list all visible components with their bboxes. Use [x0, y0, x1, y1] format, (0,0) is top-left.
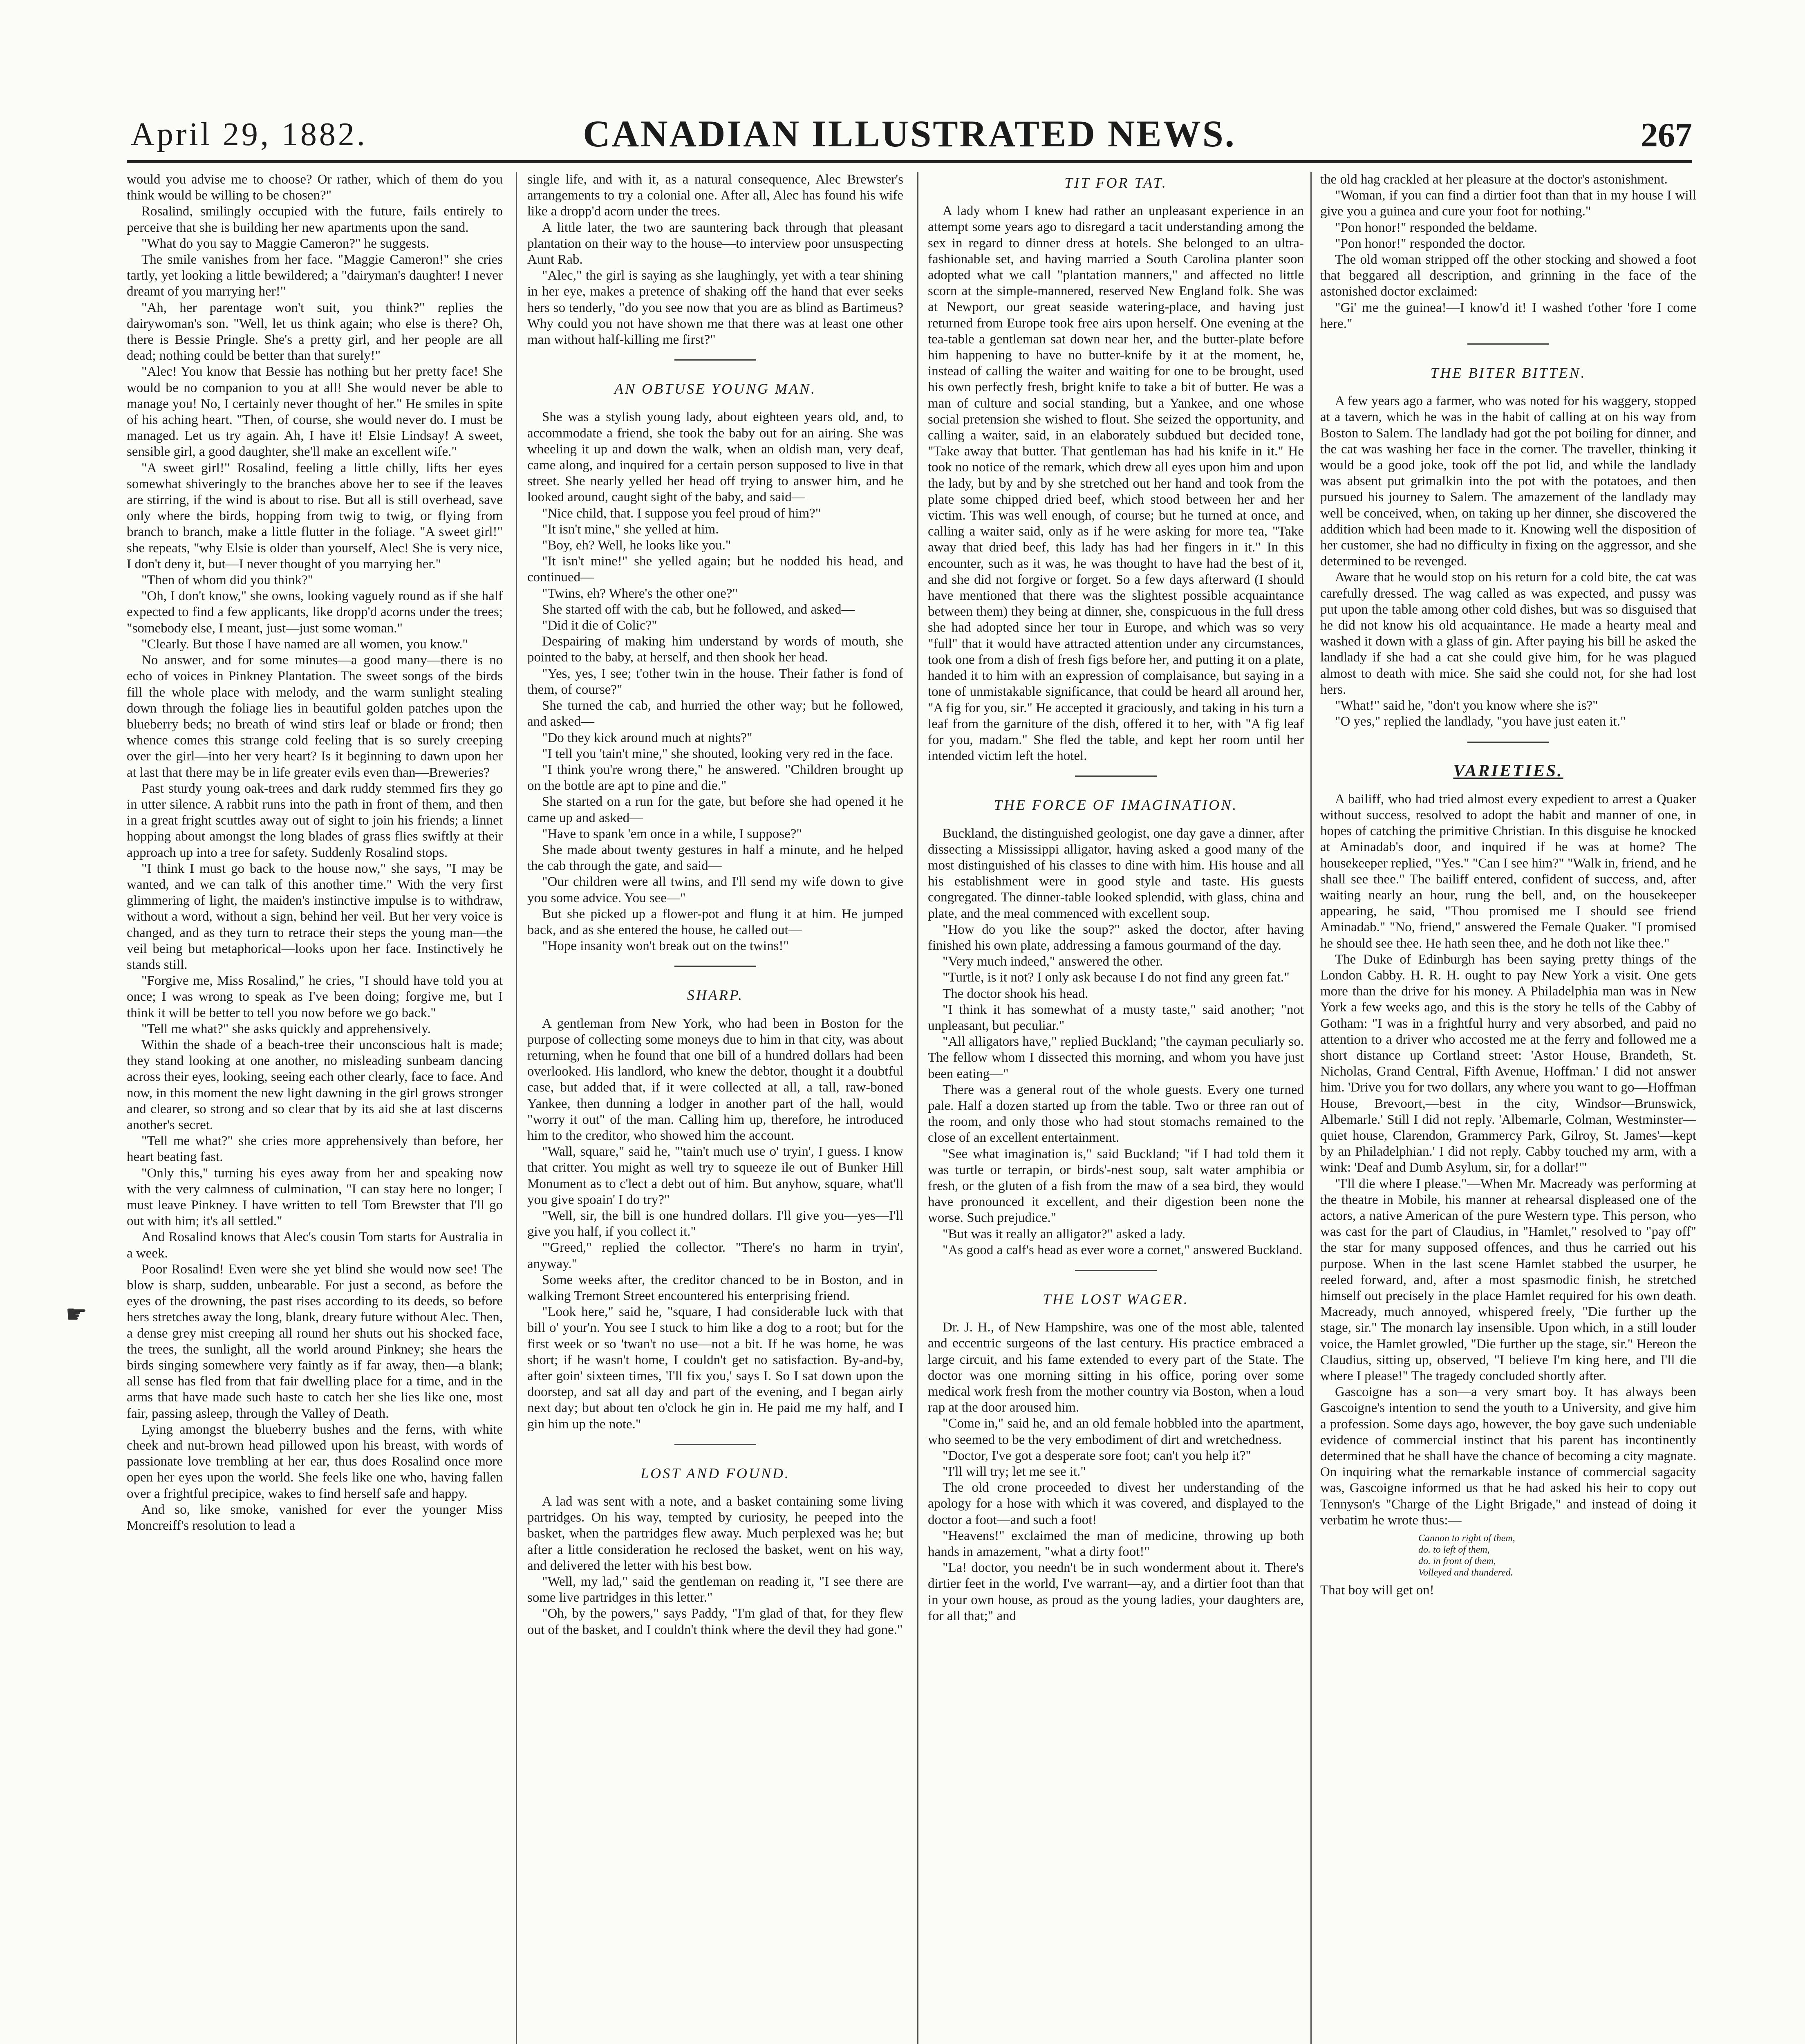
- paragraph: "Boy, eh? Well, he looks like you.": [542, 538, 731, 553]
- paragraph: "Clearly. But those I have named are all women, you know.": [141, 637, 468, 652]
- paragraph: "I'll die where I please."—When Mr. Macready was performing at the theatre in Mobile, his manner at rehearsal displeased one of the actors, a native American of the pure Western type. This person, who was cast for the part of Claudius, in "Hamlet," resolved to "pay off" the star for many supposed offences, and thus he carried out his purpose. When in the last scene Hamlet stabbed the usurper, he reeled forward, and, after a most spasmodic finish, he stretched himself out precisely in the place Hamlet required for his own death. Macready, much annoyed, whispered freely, "Die further up the stage, sir." The monarch lay insensible. Upon which, in a still louder voice, the Hamlet growled, "Die further up the stage, sir." Hereon the Claudius, sitting up, observed, "I believe I'm king here, and I'll die where I please!" The tragedy concluded shortly after.: [1320, 1176, 1696, 1384]
- paragraph: would you advise me to choose? Or rather, which of them do you think would be willing to be chosen?": [127, 172, 503, 203]
- paragraph: "Well, sir, the bill is one hundred dollars. I'll give you—yes—I'll give you half, if you collect it.": [527, 1208, 903, 1239]
- paragraph: The Duke of Edinburgh has been saying pretty things of the London Cabby. H. R. H. ought to pay New York a visit. One gets more than the drive for his money. A Philadelphia man was in New York a few weeks ago, and this is the story he tells of the Cabby of Gotham: "I was in a frightful hurry and very absorbed, and paid no attention to a driver who accosted me at the ferry and followed me a short distance up Cortland street: 'Astor House, Brandeth, St. Nicholas, Grand Central, Fifth Avenue, Hoffman.' I did not answer him. 'Drive you for two dollars, any where you want to go—Hoffman House, Brevoort,—best in the city, Windsor—Brunswick, Albemarle.' Still I did not reply. 'Albemarle, Colman, Westminster—quiet house, Clarendon, Grammercy Park, Gilroy, St. James'—kept by an Philadelphian.' I did not reply. Cabby touched my arm, with a wink: 'Deaf and Dumb Asylum, sir, for a dollar!'": [1320, 952, 1696, 1175]
- paragraph: "Turtle, is it not? I only ask because I do not find any green fat.": [943, 970, 1290, 985]
- paragraph: "I think it has somewhat of a musty taste," said another; "not unpleasant, but peculiar.": [928, 1002, 1304, 1033]
- section-divider: [674, 359, 756, 361]
- paragraph: "Wall, square," said he, "'tain't much use o' tryin', I guess. I know that critter. You might as well try to squeeze ile out of Bunker Hill Monument as to c'lect a debt out of him. But anyhow, square, what'll you give spoain' I do try?": [527, 1144, 903, 1207]
- column-divider: [917, 172, 918, 2044]
- paragraph: "Do they kick around much at nights?": [542, 730, 752, 745]
- paragraph: A lad was sent with a note, and a basket containing some living partridges. On his way, tempted by curiosity, he peeped into the basket, when the partridges flew away. Much perplexed was he; but after a little consideration he reclosed the basket, went on his way, and delivered the letter with his best bow.: [527, 1494, 903, 1573]
- verse-line: do. in front of them,: [1418, 1556, 1496, 1567]
- paragraph: "Our children were all twins, and I'll send my wife down to give you some advice. You see—": [527, 874, 903, 905]
- article-heading: THE FORCE OF IMAGINATION.: [994, 797, 1238, 814]
- paragraph: "Ah, her parentage won't suit, you think?" replies the dairywoman's son. "Well, let us think again; who else is there? Oh, there is Bessie Pringle. She's a pretty girl, and her people are all dead; nothing could be better than that surely!": [127, 300, 503, 363]
- paragraph: She made about twenty gestures in half a minute, and he helped the cab through the gate, and said—: [527, 842, 903, 874]
- paragraph: A bailiff, who had tried almost every expedient to arrest a Quaker without success, resolved to adopt the habit and manner of one, in hopes of catching the primitive Christian. In this disguise he knocked at Aminadab's door, and inquired if he was at home? The housekeeper replied, "Yes." "Can I see him?" "Walk in, friend, and he shall see thee." The bailiff entered, confident of success, and, after waiting nearly an hour, rung the bell, and, on the housekeeper appearing, he said, "Thou promised me I should see friend Aminadab." "No, friend," answered the Female Quaker. "I promised he should see thee. He hath seen thee, and he doth not like thee.": [1320, 791, 1696, 951]
- article-heading: VARIETIES.: [1453, 761, 1563, 780]
- paragraph: "I'll will try; let me see it.": [943, 1464, 1086, 1479]
- verse-block: [1418, 1533, 1696, 1578]
- paragraph: "It isn't mine!" she yelled again; but he nodded his head, and continued—: [527, 554, 903, 585]
- paragraph: "La! doctor, you needn't be in such wonderment about it. There's dirtier feet in the world, I've warrant—ay, and a dirtier foot than that in your own house, as proud as the young ladies, your daughters are, for all that;" and: [928, 1560, 1304, 1623]
- column-2: [527, 172, 903, 2044]
- paragraph: Buckland, the distinguished geologist, one day gave a dinner, after dissecting a Mississippi alligator, having asked a good many of the most distinguished of his classes to dine with him. His house and all his establishment were in good style and taste. His guests congregated. The dinner-table looked splendid, with glass, china and plate, and the meal commenced with excellent soup.: [928, 826, 1304, 921]
- paragraph: There was a general rout of the whole guests. Every one turned pale. Half a dozen started up from the table. Two or three ran out of the room, and only those who had stout stomachs remained to the close of an excellent entertainment.: [928, 1082, 1304, 1145]
- paragraph: "How do you like the soup?" asked the doctor, after having finished his own plate, addressing a famous gourmand of the day.: [928, 922, 1304, 953]
- paragraph: "Pon honor!" responded the doctor.: [1335, 236, 1525, 251]
- paragraph: She turned the cab, and hurried the other way; but he followed, and asked—: [527, 698, 903, 729]
- article-heading: THE LOST WAGER.: [1043, 1291, 1189, 1307]
- paragraph: "Twins, eh? Where's the other one?": [542, 586, 738, 601]
- paragraph: And Rosalind knows that Alec's cousin Tom starts for Australia in a week.: [127, 1230, 503, 1261]
- paragraph: "Tell me what?" she asks quickly and apprehensively.: [141, 1021, 431, 1036]
- paragraph: She started off with the cab, but he followed, and asked—: [542, 602, 855, 617]
- section-divider: [674, 966, 756, 967]
- paragraph: "Forgive me, Miss Rosalind," he cries, "I should have told you at once; I was wrong to speak as I've been doing; forgive me, but I think it will be better to tell you now before we go back.": [127, 973, 503, 1020]
- section-divider: [1075, 1270, 1157, 1271]
- paragraph: That boy will get on!: [1320, 1583, 1434, 1598]
- paragraph: "Oh, I don't know," she owns, looking vaguely round as if she half expected to find a few applicants, like dropp'd acorns under the trees; "somebody else, I meant, just—just some woman.": [127, 589, 503, 636]
- paragraph: the old hag crackled at her pleasure at the doctor's astonishment.: [1320, 172, 1668, 187]
- paragraph: Dr. J. H., of New Hampshire, was one of the most able, talented and eccentric surgeons of the last century. His practice embraced a large circuit, and his fame extended to every part of the State. The doctor was one morning sitting in his office, poring over some medical work fresh from the mother country via Boston, when a loud rap at the door aroused him.: [928, 1320, 1304, 1415]
- paragraph: "As good a calf's head as ever wore a cornet," answered Buckland.: [943, 1242, 1303, 1257]
- article-heading: LOST AND FOUND.: [640, 1465, 790, 1481]
- paragraph: "Alec! You know that Bessie has nothing but her pretty face! She would be no companion to you at all! She would never be able to manage you! No, I certainly never thought of her." He smiles in spite of his aching heart. "Then, of course, she would never do. I must be managed. Let us try again. Ah, I have it! Elsie Lindsay! A sweet, sensible girl, a good daughter, she'll make an excellent wife.": [127, 364, 503, 459]
- paragraph: "What!" said he, "don't you know where she is?": [1335, 698, 1598, 713]
- masthead-title: CANADIAN ILLUSTRATED NEWS.: [583, 113, 1236, 155]
- paragraph: "Yes, yes, I see; t'other twin in the house. Their father is fond of them, of course?": [527, 666, 903, 697]
- paragraph: The smile vanishes from her face. "Maggie Cameron!" she cries tartly, yet looking a little bewildered; a "dairyman's daughter! I never dreamt of you marrying her!": [127, 252, 503, 299]
- paragraph: "Gi' me the guinea!—I know'd it! I washed t'other 'fore I come here.": [1320, 300, 1696, 331]
- paragraph: "All alligators have," replied Buckland; "the cayman peculiarly so. The fellow whom I dissected this morning, and whom you have just been eating—": [928, 1034, 1304, 1081]
- paragraph: "It isn't mine," she yelled at him.: [542, 522, 719, 537]
- paragraph: "Have to spank 'em once in a while, I suppose?": [542, 826, 802, 841]
- section-divider: [674, 1444, 756, 1445]
- paragraph: "I tell you 'tain't mine," she shouted, looking very red in the face.: [542, 746, 894, 761]
- article-heading: THE BITER BITTEN.: [1430, 365, 1586, 381]
- paragraph: No answer, and for some minutes—a good many—there is no echo of voices in Pinkney Plantation. The sweet songs of the birds fill the whole place with melody, and the warm sunlight stealing down through the foliage lies in beautiful golden patches upon the blueberry beds; no breath of wind stirs leaf or blade or frond; then whence comes this strange cold feeling that is so surely creeping over the girl—into her very heart? Is it beginning to dawn upon her at last that there may be in life greater evils even than—Breweries?: [127, 653, 503, 780]
- paragraph: single life, and with it, as a natural consequence, Alec Brewster's arrangements to try a colonial one. After all, Alec has found his wife like a dropp'd acorn under the trees.: [527, 172, 903, 219]
- paragraph: Poor Rosalind! Even were she yet blind she would now see! The blow is sharp, sudden, unbearable. For just a second, as before the eyes of the drowning, the past rises according to its deeds, so before hers stretches away the long, blank, dreary future without Alec. Then, a dense grey mist creeping all round her shuts out his shocked face, the trees, the sunlight, all the world around Pinkney; she hears the birds singing somewhere very faintly as if far away, then—a blank; all sense has fled from that fair dwelling place for a time, and in the arms that have made such haste to catch her she lies like one, most fair, passing asleep, through the Valley of Death.: [127, 1262, 503, 1421]
- paragraph: "A sweet girl!" Rosalind, feeling a little chilly, lifts her eyes somewhat shiveringly to the branches above her to see if the leaves are stirring, if the wind is about to rise. But all is still overhead, save only where the birds, hopping from twig to twig, or flying from branch to branch, make a little flutter in the foliage. "A sweet girl!" she repeats, "why Elsie is older than yourself, Alec! She is very nice, I don't deny it, but—I never thought of you marrying her.": [127, 460, 503, 572]
- paragraph: But she picked up a flower-pot and flung it at him. He jumped back, and as she entered the house, he called out—: [527, 906, 903, 937]
- paragraph: "Alec," the girl is saying as she laughingly, yet with a tear shining in her eye, makes a pretence of shaking off the hand that ever seeks hers so tenderly, "do you see now that you are as blind as Bartimeus? Why could you not have shown me that there was at least one other man without half-killing me first?": [527, 268, 903, 347]
- paragraph: "Nice child, that. I suppose you feel proud of him?": [542, 506, 821, 521]
- paragraph: Rosalind, smilingly occupied with the future, fails entirely to perceive that she is building her new apartments upon the sand.: [127, 204, 503, 235]
- paragraph: "Very much indeed," answered the other.: [943, 954, 1163, 969]
- paragraph: "Then of whom did you think?": [141, 573, 314, 588]
- paragraph: She started on a run for the gate, but before she had opened it he came up and asked—: [527, 794, 903, 825]
- paragraph: "Tell me what?" she cries more apprehensively than before, her heart beating fast.: [127, 1134, 503, 1165]
- paragraph: Despairing of making him understand by words of mouth, she pointed to the baby, at herself, and then shook her head.: [527, 634, 903, 665]
- column-1: [127, 172, 503, 2044]
- section-divider: [1075, 775, 1157, 777]
- header-rule: [127, 160, 1692, 163]
- article-heading: AN OBTUSE YOUNG MAN.: [614, 381, 817, 397]
- paragraph: A lady whom I knew had rather an unpleasant experience in an attempt some years ago to disregard a tacit understanding among the sex in regard to dinner dress at hotels. She belonged to an ultra-fashionable set, and having married a South Carolina planter soon adopted what we call "plantation manners," and affected no little scorn at the simple-mannered, reserved New England folk. She was at Newport, our great seaside watering-place, and having just returned from Europe took free airs upon herself. One evening at the tea-table a gentleman sat down near her, and the butter-plate before him happening to have no butter-knife by it at the moment, he, instead of calling the waiter and waiting for one to be brought, used his own perfectly fresh, bright knife to take a bit of butter. He was a man of culture and social standing, but a Yankee, and one whose social pretension she wished to flout. She seized the opportunity, and calling a waiter, said, in an elaborately subdued but decided tone, "Take away that butter. That gentleman has had his knife in it." He took no notice of the remark, which drew all eyes upon him and upon the lady, but by and by she stretched out her hand and took from the plate some chipped dried beef, which stood between her and her victim. This was well enough, of course; but he turned at once, and calling a waiter said, only as if he were asking for more tea, "Take away that dried beef, this lady has had her fingers in it." In this encounter, such as it was, he was thought to have had the best of it, and she did not forgive or forget. So a few days afterward (I should have mentioned that there was the slightest possible acquaintance between them) they being at dinner, she, conspicuous in the full dress she had adopted since her tour in Europe, and which was so very "full" that it would have attracted attention under any circumstances, took one from a dish of fresh figs before her, and putting it on a plate, handed it to him with an expression of complaisance, but saying in a tone of unmistakable significance, that could be heard all around her, "A fig for you, sir." He accepted it graciously, and taking in his turn a leaf from the garniture of the dish, offered it to her, with "A fig leaf for you, madam." She fled the table, and kept her room until her intended victim left the hotel.: [928, 204, 1304, 764]
- paragraph: A few years ago a farmer, who was noted for his waggery, stopped at a tavern, which he was in the habit of calling at on his way from Boston to Salem. The landlady had got the pot boiling for dinner, and the cat was washing her face in the corner. The traveller, thinking it would be a good joke, took off the pot lid, and while the landlady was absent put grimalkin into the pot with the potatoes, and then pursued his journey to Salem. The amazement of the landlady may well be conceived, when, on taking up her dinner, she discovered the addition which had been made to it. Knowing well the disposition of her customer, she had no difficulty in fixing on the aggressor, and she determined to be revenged.: [1320, 394, 1696, 569]
- paragraph: "Doctor, I've got a desperate sore foot; can't you help it?": [943, 1448, 1252, 1463]
- paragraph: Lying amongst the blueberry bushes and the ferns, with white cheek and nut-brown head pillowed upon his breast, with words of passionate love trembling at her ear, thus does Rosalind once more open her eyes upon the world. She feels like one who, having fallen over a frightful precipice, wakes to find herself safe and happy.: [127, 1422, 503, 1501]
- paragraph: "Look here," said he, "square, I had considerable luck with that bill o' your'n. You see I stuck to him like a dog to a root; but for the first week or so 'twan't no use—not a bit. If he was home, he was short; if he wasn't home, I couldn't get no satisfaction. By-and-by, after goin' sixteen times, 'I'll fix you,' says I. So I sat down upon the doorstep, and sat all day and part of the evening, and I began airly next day; but about ten o'clock he gin in. He paid me my half, and I gin him up the note.": [527, 1304, 903, 1432]
- paragraph: She was a stylish young lady, about eighteen years old, and, to accommodate a friend, she took the baby out for an airing. She was wheeling it up and down the walk, when an oldish man, very deaf, came along, and inquired for a certain person supposed to live in that street. She nearly yelled her head off trying to answer him, and he looked around, caught sight of the baby, and said—: [527, 410, 903, 505]
- paragraph: "Woman, if you can find a dirtier foot than that in my house I will give you a guinea and cure your foot for nothing.": [1320, 188, 1696, 219]
- paragraph: The doctor shook his head.: [943, 986, 1088, 1001]
- paragraph: Some weeks after, the creditor chanced to be in Boston, and in walking Tremont Street encountered his enterprising friend.: [527, 1272, 903, 1303]
- pointing-hand-icon: ☛: [65, 1301, 87, 1328]
- article-heading: TIT FOR TAT.: [1064, 175, 1167, 191]
- paragraph: Aware that he would stop on his return for a cold bite, the cat was carefully dressed. The wag called as was expected, and pussy was put upon the table among other cold dishes, but was so disguised that he did not know his old acquaintance. He made a hearty meal and washed it down with a glass of gin. After paying his bill he asked the landlady if she had a cat she could give him, for he was plagued almost to death with mice. She said she could not, for she had lost hers.: [1320, 570, 1696, 697]
- article-heading: SHARP.: [687, 987, 744, 1004]
- page-number: 267: [1641, 116, 1692, 154]
- paragraph: "I think I must go back to the house now," she says, "I may be wanted, and we can talk of this another time." With the very first glimmering of light, the maiden's instinctive impulse is to withdraw, without a word, without a sign, behind her veil. But her very voice is changed, and as they turn to retrace their steps the young man—the veil being but metaphorical—looks upon her face. Instinctively he stands still.: [127, 861, 503, 972]
- column-divider: [516, 172, 517, 2044]
- paragraph: "But was it really an alligator?" asked a lady.: [943, 1226, 1185, 1242]
- paragraph: The old crone proceeded to divest her understanding of the apology for a hose with which it was covered, and displayed to the doctor a foot—and such a foot!: [928, 1480, 1304, 1527]
- paragraph: "Oh, by the powers," says Paddy, "I'm glad of that, for they flew out of the basket, and I couldn't think where the devil they had gone.": [527, 1606, 903, 1637]
- paragraph: The old woman stripped off the other stocking and showed a foot that beggared all description, and grinning in the face of the astonished doctor exclaimed:: [1320, 252, 1696, 299]
- section-divider: [1467, 343, 1549, 345]
- paragraph: "I think you're wrong there," he answered. "Children brought up on the bottle are apt to pine and die.": [527, 762, 903, 793]
- verse-line: Cannon to right of them,: [1418, 1533, 1515, 1544]
- paragraph: "Did it die of Colic?": [542, 618, 657, 633]
- paragraph: "O yes," replied the landlady, "you have just eaten it.": [1335, 714, 1626, 729]
- paragraph: "'Greed," replied the collector. "There's no harm in tryin', anyway.": [527, 1240, 903, 1271]
- paragraph: "Pon honor!" responded the beldame.: [1335, 220, 1538, 235]
- paragraph: "Well, my lad," said the gentleman on reading it, "I see there are some live partridges in this letter.": [527, 1574, 903, 1605]
- paragraph: And so, like smoke, vanished for ever the younger Miss Moncreiff's resolution to lead a: [127, 1502, 503, 1533]
- column-divider: [1310, 172, 1312, 2044]
- issue-date: April 29, 1882.: [131, 117, 367, 152]
- verse-line: do. to left of them,: [1418, 1544, 1490, 1555]
- paragraph: "Hope insanity won't break out on the twins!": [542, 939, 789, 954]
- paragraph: "Only this," turning his eyes away from her and speaking now with the very calmness of culmination, "I can stay here no longer; I must leave Pinkney. I have written to tell Tom Brewster that I'll go out with him; it's all settled.": [127, 1165, 503, 1229]
- paragraph: Within the shade of a beach-tree their unconscious halt is made; they stand looking at one another, no misleading sunbeam dancing across their eyes, looking, seeing each other clearly, face to face. And now, in this moment the new light dawning in the girl grows stronger and clearer, so strong and so clear that by its aid she at last discerns another's secret.: [127, 1037, 503, 1132]
- column-4: [1320, 172, 1696, 2044]
- paragraph: A gentleman from New York, who had been in Boston for the purpose of collecting some moneys due to him in that city, was about returning, when he found that one bill of a hundred dollars had been overlooked. His landlord, who knew the debtor, thought it a doubtful case, but added that, if it were collected at all, a tall, raw-boned Yankee, then dunning a lodger in another part of the hall, would "worry it out" of the man. Calling him up, therefore, he introduced him to the creditor, who showed him the account.: [527, 1016, 903, 1143]
- column-3: [928, 172, 1304, 2044]
- paragraph: A little later, the two are sauntering back through that pleasant plantation on their way to the house—to interview poor unsuspecting Aunt Rab.: [527, 220, 903, 267]
- paragraph: Past sturdy young oak-trees and dark ruddy stemmed firs they go in utter silence. A rabbit runs into the path in front of them, and then in a great fright scuttles away out of sight to join his friends; a linnet hopping about amongst the long blades of grass flies swiftly at their approach up into a tree for safety. Suddenly Rosalind stops.: [127, 781, 503, 860]
- paragraph: Gascoigne has a son—a very smart boy. It has always been Gascoigne's intention to send the youth to a University, and give him a profession. Some days ago, however, the boy gave such undeniable evidence of commercial instinct that his parent has incontinently determined that he shall have the chance of becoming a city magnate. On inquiring what the remarkable instance of commercial sagacity was, Gascoigne informed us that he had asked his heir to copy out Tennyson's "Charge of the Light Brigade," and instead of doing it verbatim he wrote thus:—: [1320, 1385, 1696, 1528]
- verse-line: Volleyed and thundered.: [1418, 1567, 1513, 1578]
- paragraph: "Come in," said he, and an old female hobbled into the apartment, who seemed to be the very embodiment of dirt and wretchedness.: [928, 1416, 1304, 1447]
- paragraph: "What do you say to Maggie Cameron?" he suggests.: [141, 236, 430, 251]
- paragraph: "Heavens!" exclaimed the man of medicine, throwing up both hands in amazement, "what a dirty foot!": [928, 1528, 1304, 1560]
- page-header: [127, 110, 1692, 155]
- paragraph: "See what imagination is," said Buckland; "if I had told them it was turtle or terrapin, or birds'-nest soup, salt water amphibia or fresh, or the gluten of a fish from the maw of a sea bird, they would have pronounced it excellent, and their digestion been none the worse. Such prejudice.": [928, 1146, 1304, 1226]
- section-divider: [1467, 742, 1549, 743]
